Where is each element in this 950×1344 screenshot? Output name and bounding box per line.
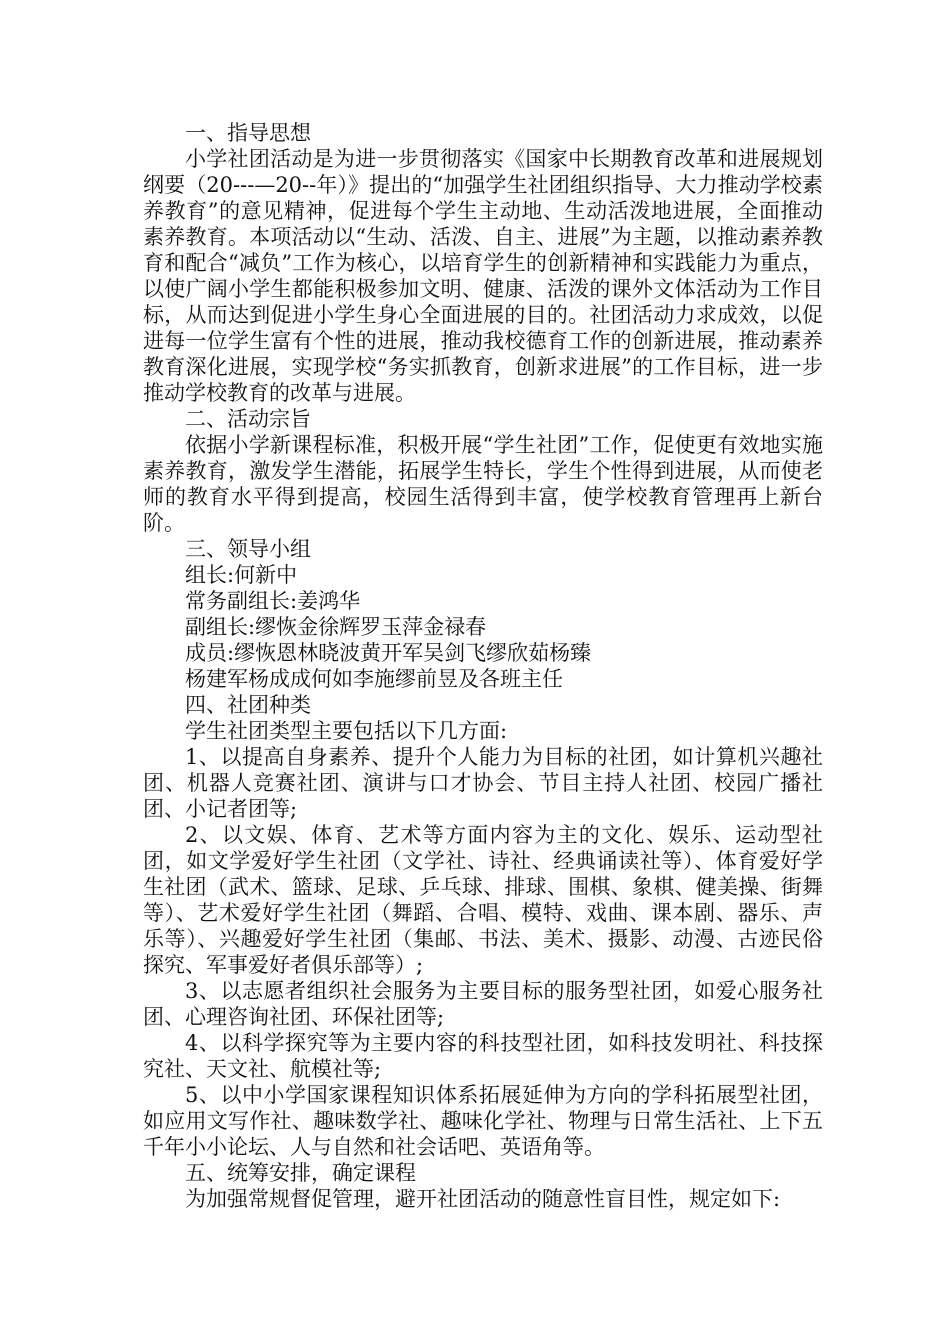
leader-line: 组长:何新中 <box>185 563 298 587</box>
club-type-item-3: 3、以志愿者组织社会服务为主要目标的服务型社团，如爱心服务社团、心理咨询社团、环保社团等; <box>143 979 823 1029</box>
section-heading-club-types: 四、社团种类 <box>185 693 311 717</box>
club-types-intro: 学生社团类型主要包括以下几方面: <box>185 719 508 743</box>
document-body <box>143 120 823 1212</box>
club-type-item-4: 4、以科学探究等为主要内容的科技型社团，如科技发明社、科技探究社、天文社、航模社等; <box>143 1031 823 1081</box>
section-heading-purpose: 二、活动宗旨 <box>185 407 311 431</box>
members-line-continued: 杨建军杨成成何如李施缪前昱及各班主任 <box>185 667 563 691</box>
section-heading-guiding-ideology: 一、指导思想 <box>185 121 311 145</box>
club-type-item-2: 2、以文娱、体育、艺术等方面内容为主的文化、娱乐、运动型社团，如文学爱好学生社团（文学社、诗社、经典诵读社等）、体育爱好学生社团（武术、篮球、足球、乒乓球、排球、围棋、象棋、健美操、街舞等）、艺术爱好学生社团（舞蹈、合唱、模特、戏曲、课本剧、器乐、声乐等）、兴趣爱好学生社团（集邮、书法、美术、摄影、动漫、古迹民俗探究、军事爱好者俱乐部等）; <box>143 823 823 977</box>
paragraph-guiding-ideology: 小学社团活动是为进一步贯彻落实《国家中长期教育改革和进展规划纲要（20---—20--年）》提出的“加强学生社团组织指导、大力推动学校素养教育”的意见精神，促进每个学生主动地、生动活泼地进展，全面推动素养教育。本项活动以“生动、活泼、自主、进展”为主题，以推动素养教育和配合“减负”工作为核心，以培育学生的创新精神和实践能力为重点，以使广阔小学生都能积极参加文明、健康、活泼的课外文体活动为工作目标，从而达到促进小学生身心全面进展的目的。社团活动力求成效，以促进每一位学生富有个性的进展，推动我校德育工作的创新进展，推动素养教育深化进展，实现学校“务实抓教育，创新求进展”的工作目标，进一步推动学校教育的改革与进展。 <box>143 147 823 405</box>
paragraph-purpose: 依据小学新课程标准，积极开展“学生社团”工作，促使更有效地实施素养教育，激发学生潜能，拓展学生特长，学生个性得到进展，从而使老师的教育水平得到提高，校园生活得到丰富，使学校教育管理再上新台阶。 <box>143 433 823 535</box>
section-heading-leadership: 三、领导小组 <box>185 537 311 561</box>
paragraph-arrangement: 为加强常规督促管理，避开社团活动的随意性盲目性，规定如下: <box>185 1187 781 1211</box>
executive-deputy-leader-line: 常务副组长:姜鸿华 <box>185 589 361 613</box>
section-heading-arrangement: 五、统筹安排，确定课程 <box>185 1161 416 1185</box>
members-line: 成员:缪恢恩林晓波黄开军吴剑飞缪欣茹杨臻 <box>185 641 592 665</box>
deputy-leader-line: 副组长:缪恢金徐辉罗玉萍金禄春 <box>185 615 487 639</box>
club-type-item-1: 1、以提高自身素养、提升个人能力为目标的社团，如计算机兴趣社团、机器人竞赛社团、演讲与口才协会、节目主持人社团、校园广播社团、小记者团等; <box>143 745 823 821</box>
club-type-item-5: 5、以中小学国家课程知识体系拓展延伸为方向的学科拓展型社团，如应用文写作社、趣味数学社、趣味化学社、物理与日常生活社、上下五千年小小论坛、人与自然和社会话吧、英语角等。 <box>143 1083 823 1159</box>
